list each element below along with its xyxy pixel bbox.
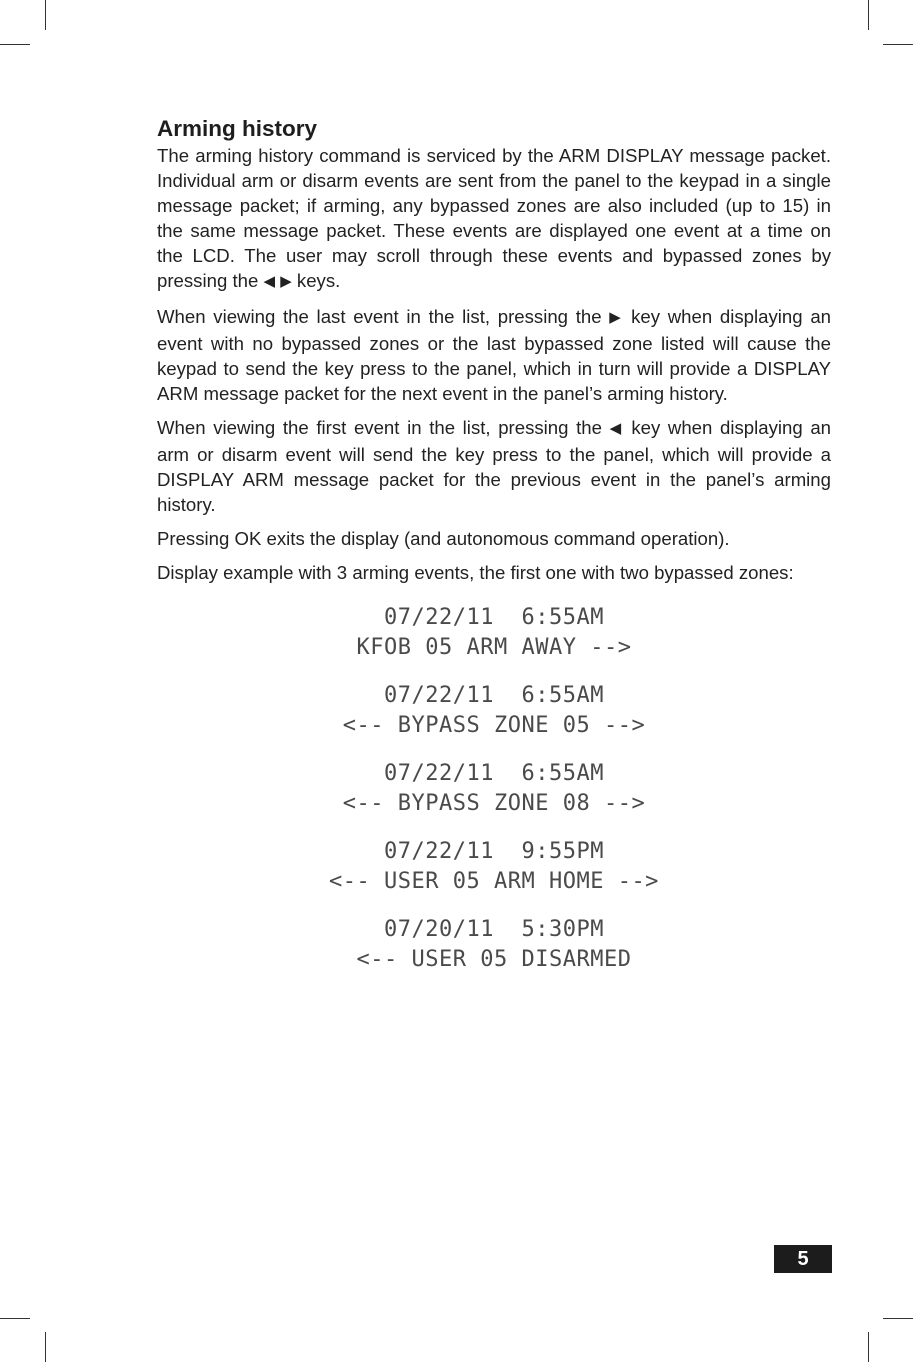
lcd-event-date-time: 07/22/11 6:55AM: [384, 605, 604, 630]
left-arrow-icon: ◀: [263, 273, 276, 290]
lcd-event-date-time: 07/20/11 5:30PM: [384, 917, 604, 942]
crop-mark-top-left-v: [45, 0, 46, 30]
paragraph-first-event: [157, 415, 831, 517]
left-arrow-icon: ◀: [609, 420, 624, 437]
paragraph-first-event-before: When viewing the first event in the list, pressing the: [157, 417, 602, 438]
crop-mark-bottom-right-v: [868, 1332, 869, 1362]
lcd-event-description: <-- USER 05 ARM HOME -->: [329, 869, 659, 894]
crop-mark-top-right-v: [868, 0, 869, 30]
page-content: [157, 116, 831, 993]
lcd-event-date-time: 07/22/11 6:55AM: [384, 761, 604, 786]
lcd-event: [157, 915, 831, 975]
lcd-event: [157, 759, 831, 819]
lcd-event: [157, 837, 831, 897]
page-number: 5: [774, 1245, 832, 1273]
crop-mark-bottom-right-h: [883, 1318, 913, 1319]
paragraph-intro-text: The arming history command is serviced by the ARM DISPLAY message packet. Individual arm or disarm events are sent from the panel to the keypad in a single message packet; if arming, any bypassed zones are also included (up to 15) in the same message packet. These events are displayed one event at a time on the LCD. The user may scroll through these events and bypassed zones by pressing the: [157, 145, 831, 291]
lcd-display-example: [157, 603, 831, 975]
lcd-event-date-time: 07/22/11 9:55PM: [384, 839, 604, 864]
crop-mark-bottom-left-v: [45, 1332, 46, 1362]
right-arrow-icon: ▶: [280, 273, 292, 290]
section-heading: Arming history: [157, 116, 318, 141]
paragraph-first-event-after: key when displaying an arm or disarm event will send the key press to the panel, which will provide a DISPLAY ARM message packet for the previous event in the panel’s arming history.: [157, 417, 831, 515]
lcd-event-description: <-- USER 05 DISARMED: [356, 947, 632, 972]
crop-mark-top-left-h: [0, 44, 30, 45]
lcd-event: [157, 603, 831, 663]
paragraph-intro: [157, 143, 831, 295]
lcd-event-description: <-- BYPASS ZONE 08 -->: [342, 791, 646, 816]
paragraph-last-event-after: key when displaying an event with no bypassed zones or the last bypassed zone listed will cause the keypad to send the key press to the panel, which in turn will provide a DISPLAY ARM message packet for the next event in the panel’s arming history.: [157, 306, 831, 404]
lcd-event-description: <-- BYPASS ZONE 05 -->: [342, 713, 646, 738]
lcd-event-date-time: 07/22/11 6:55AM: [384, 683, 604, 708]
paragraph-ok-exit: Pressing OK exits the display (and autonomous command operation).: [157, 528, 730, 549]
crop-mark-bottom-left-h: [0, 1318, 30, 1319]
paragraph-display-example: Display example with 3 arming events, the first one with two bypassed zones:: [157, 562, 794, 583]
crop-mark-top-right-h: [883, 44, 913, 45]
paragraph-last-event-before: When viewing the last event in the list, pressing the: [157, 306, 602, 327]
lcd-event: [157, 681, 831, 741]
paragraph-intro-tail: keys.: [296, 270, 341, 291]
paragraph-last-event: [157, 304, 831, 406]
lcd-event-description: KFOB 05 ARM AWAY -->: [356, 635, 632, 660]
right-arrow-icon: ▶: [609, 309, 624, 326]
